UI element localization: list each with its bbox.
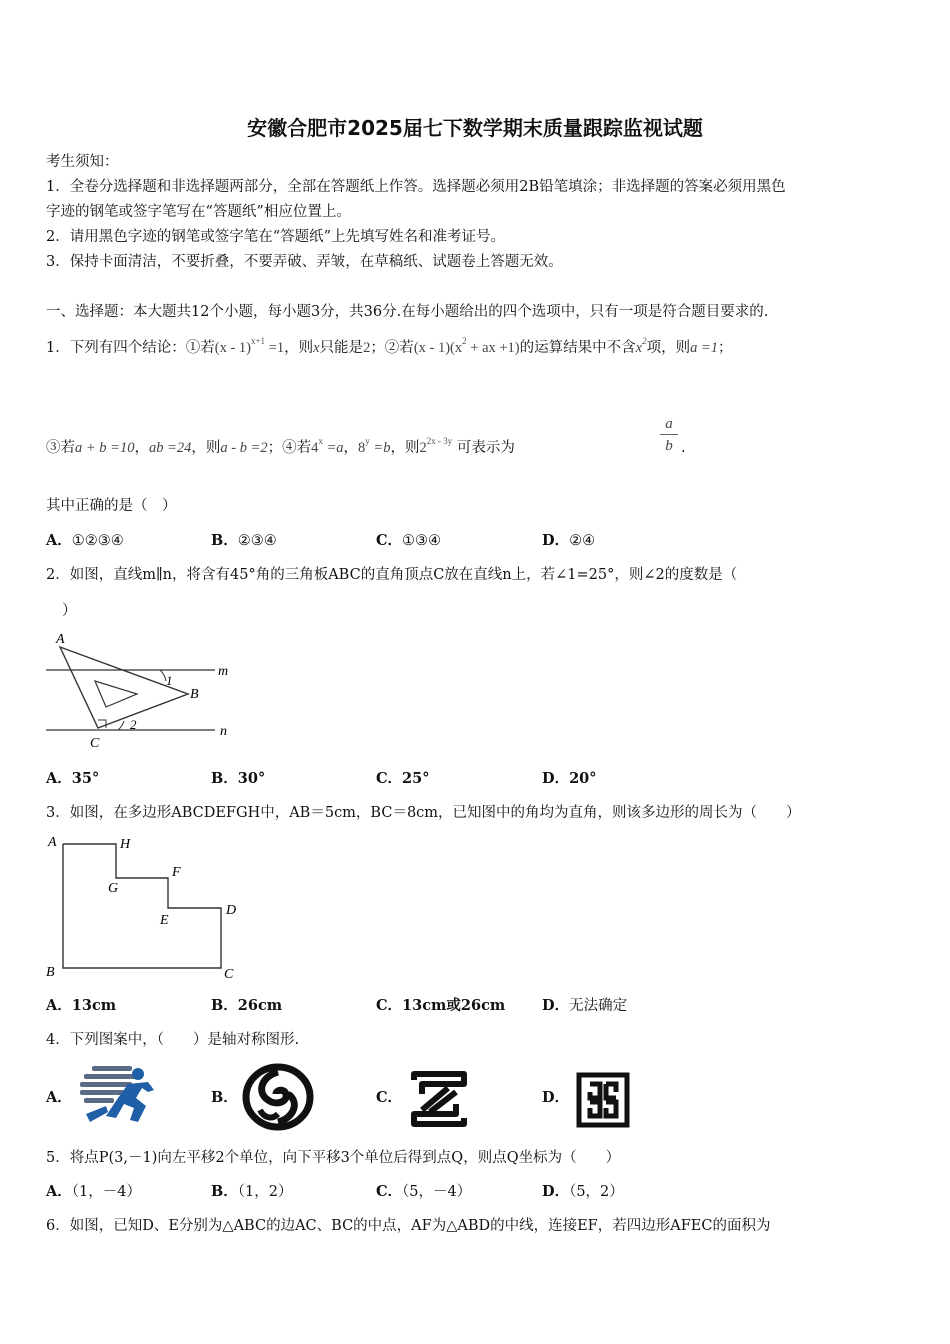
q2-text-cont: ） — [62, 603, 77, 619]
label-g: G — [108, 881, 119, 896]
label-b: B — [190, 687, 199, 702]
q1-math-11: $8^y =b$ — [358, 436, 391, 456]
q3-text: 3．如图，在多边形ABCDEFGH中，AB＝5cm，BC＝8cm，已知图中的角均为直角，则该多边形的周长为（ ） — [46, 805, 801, 821]
knot-logo-icon — [408, 1070, 470, 1128]
q1-math-8: ab =24 — [148, 440, 192, 456]
section-heading: 一、选择题：本大题共12个小题，每小题3分，共36分.在每小题给出的四个选项中，只有一项是符合题目要求的. — [46, 304, 769, 320]
q1-stem: 其中正确的是（ ） — [46, 498, 177, 514]
q2-option-d[interactable]: D．20° — [542, 770, 597, 787]
fret-pattern-icon — [576, 1072, 630, 1128]
q4-option-a[interactable]: A． — [46, 1089, 72, 1106]
q1-math-9: a - b =2 — [220, 440, 268, 456]
q4-text: 4．下列图案中，（ ）是轴对称图形. — [46, 1032, 300, 1048]
q1-math-6: a =1 — [690, 340, 718, 356]
q1-line2-end: . — [681, 440, 686, 456]
q4-option-c[interactable]: C． — [376, 1089, 403, 1106]
fraction-denominator: b — [665, 438, 673, 454]
notice-heading: 考生须知： — [46, 154, 119, 170]
inner-triangle — [95, 681, 137, 707]
q1-line1: 1．下列有四个结论：①若(x - 1)$^{x+1}$ =1，则x只能是2；②若$(x - 1)(x^2$ + ax +1)的运算结果中不含$x^2$项，则a =1； — [46, 336, 733, 356]
q1-math-5: $x^2$ — [635, 336, 647, 356]
q1-math-1: (x - 1)$^{x+1}$ =1 — [214, 336, 285, 356]
q1-option-b[interactable]: B．②③④ — [211, 532, 277, 549]
q1-math-12: $2^{2x - 3y}$ — [419, 436, 453, 456]
q5-text: 5．将点P(3,－1)向左平移2个单位，向下平移3个单位后得到点Q，则点Q坐标为（ ） — [46, 1150, 621, 1166]
q1-line2: ③若a + b =10，ab =24，则a - b =2；④若$4^x =a$，$8^y =b$，则$2^{2x - 3y}$ 可表示为 — [46, 436, 515, 456]
q1-fraction — [660, 414, 678, 457]
q3-option-d[interactable]: D．无法确定 — [542, 997, 628, 1014]
page-title: 安徽合肥市2025届七下数学期末质量跟踪监视试题 — [247, 116, 703, 140]
angle-2-label: 2 — [130, 717, 137, 732]
q4-option-b[interactable]: B． — [211, 1089, 238, 1106]
label-f: F — [172, 865, 181, 880]
q1-math-7: a + b =10 — [75, 440, 135, 456]
q2-option-c[interactable]: C．25° — [376, 770, 430, 787]
angle-1-label: 1 — [166, 673, 173, 688]
fraction-numerator: a — [660, 414, 678, 435]
spiral-logo-icon — [242, 1062, 314, 1132]
q6-text: 6．如图，已知D、E分别为△ABC的边AC、BC的中点，AF为△ABD的中线，连接EF，若四边形AFEC的面积为 — [46, 1218, 771, 1234]
q1-text: 1．下列有四个结论：①若 — [46, 340, 215, 356]
label-h: H — [120, 837, 131, 852]
q3-option-a[interactable]: A．13cm — [46, 997, 117, 1014]
q1-option-d[interactable]: D．②④ — [542, 532, 596, 549]
label-a: A — [48, 835, 57, 850]
runner-logo-icon — [76, 1062, 158, 1128]
q3-option-c[interactable]: C．13cm或26cm — [376, 997, 506, 1014]
label-b: B — [46, 965, 55, 980]
notice-item-2: 2．请用黑色字迹的钢笔或签字笔在“答题纸”上先填写姓名和准考证号。 — [46, 229, 506, 245]
notice-item-3: 3．保持卡面清洁，不要折叠，不要弄破、弄皱，在草稿纸、试题卷上答题无效。 — [46, 254, 563, 270]
q2-text: 2．如图，直线m∥n，将含有45°角的三角板ABC的直角顶点C放在直线n上，若∠1=25°，则∠2的度数是（ — [46, 567, 738, 583]
label-m: m — [218, 664, 229, 679]
q1-math-10: $4^x =a$ — [311, 436, 344, 456]
label-c: C — [224, 967, 234, 982]
label-d: D — [226, 903, 237, 918]
q4-option-d[interactable]: D． — [542, 1089, 570, 1106]
q5-option-c[interactable]: C．（5，－4） — [376, 1183, 472, 1200]
q1-option-a[interactable]: A．①②③④ — [46, 532, 124, 549]
q5-option-b[interactable]: B．（1，2） — [211, 1183, 293, 1200]
label-c: C — [90, 736, 100, 751]
polygon-abcdefgh — [63, 844, 221, 968]
notice-item-1: 1．全卷分选择题和非选择题两部分，全部在答题纸上作答。选择题必须用2B铅笔填涂；非选择题的答案必须用黑色 — [46, 179, 786, 195]
label-e: E — [160, 913, 169, 928]
q5-option-d[interactable]: D．（5，2） — [542, 1183, 624, 1200]
q2-option-b[interactable]: B．30° — [211, 770, 266, 787]
notice-item-1-cont: 字迹的钢笔或签字笔写在“答题纸”相应位置上。 — [46, 204, 351, 220]
q3-option-b[interactable]: B．26cm — [211, 997, 283, 1014]
q5-option-a[interactable]: A．（1，－4） — [46, 1183, 141, 1200]
label-n: n — [220, 724, 227, 739]
q2-figure — [40, 625, 250, 755]
q1-math-4: $(x - 1)(x^2$ + ax +1) — [413, 336, 520, 356]
q3-figure — [40, 830, 250, 985]
q1-option-c[interactable]: C．①③④ — [376, 532, 442, 549]
q1-math-2: x — [313, 340, 320, 356]
q2-option-a[interactable]: A．35° — [46, 770, 100, 787]
label-a: A — [56, 632, 65, 647]
q1-math-3: 2 — [363, 340, 371, 356]
